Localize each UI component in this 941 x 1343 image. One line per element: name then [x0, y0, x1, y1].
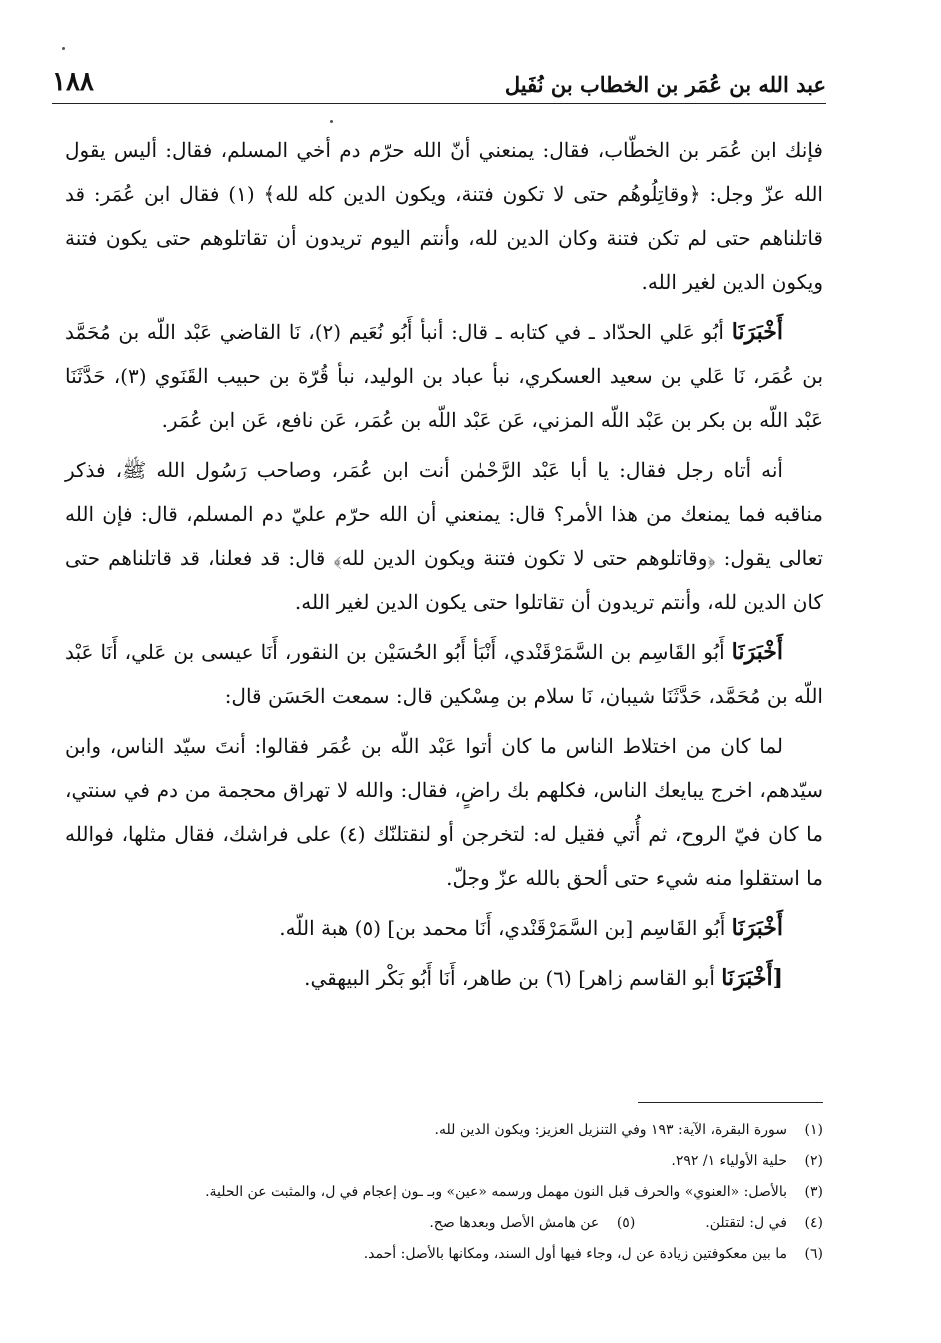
footnote: [705, 1208, 823, 1239]
paragraph-text: لما كان من اختلاط الناس ما كان أتوا عَبْد اللّه بن عُمَر فقالوا: أنتَ سيّد الناس، وابن سيّدهم، اخرج يبايعك الناس، فكلهم بك راضٍ، فقال: والله لا تهراق محجمة من دم في سنتي، ما كان فيّ الروح، ثم أُتي فقيل له: لتخرجن أو لنقتلنّك (٤) على فراشك، فقال مثلها، فوالله ما استقلوا منه شيء حتى ألحق بالله عزّ وجلّ.: [65, 734, 823, 890]
footnote-text: عن هامش الأصل وبعدها صح.: [429, 1215, 600, 1231]
footnote-text: بالأصل: «العنوي» والحرف قبل النون مهمل ورسمه «عين» وبـ ـون إعجام في ل، والمثبت عن الحلية.: [205, 1184, 787, 1200]
paragraph-text: أبو القاسم زاهر] (٦) بن طاهر، أَنَا أَبُو بَكْر البيهقي.: [304, 966, 722, 990]
footnote-text: سورة البقرة، الآية: ١٩٣ وفي التنزيل العزيز: ويكون الدين لله.: [434, 1122, 787, 1138]
paragraph: [65, 448, 823, 624]
paragraph-text: أنه أتاه رجل فقال: يا أبا عَبْد الرَّحْمٰن أنت ابن عُمَر، وصاحب رَسُول الله ﷺ، فذكر مناقبه فما يمنعك من هذا الأمر؟ قال: يمنعني أن الله حرّم عليّ دم المسلم، قال: فإن الله تعالى يقول: ﴿وقاتلوهم حتى لا تكون فتنة ويكون الدين لله﴾ قال: قد فعلنا، قد قاتلناهم حتى كان الدين لله، وأنتم تريدون أن تقاتلوا حتى يكون الدين لغير الله.: [65, 458, 823, 614]
scan-speck: [330, 120, 333, 123]
footnote-text: ما بين معكوفتين زيادة عن ل، وجاء فيها أول السند، ومكانها بالأصل: أحمد.: [363, 1246, 787, 1262]
footnote: [429, 1208, 635, 1239]
paragraph: [65, 128, 823, 304]
footnote-number: (٤): [804, 1215, 823, 1231]
main-text: [65, 128, 823, 1006]
paragraph: [65, 724, 823, 900]
paragraph: [65, 310, 823, 442]
footnotes: [60, 1102, 823, 1270]
footnote: [60, 1239, 823, 1270]
footnote-number: (١): [804, 1122, 823, 1138]
footnote-row: [60, 1208, 823, 1239]
paragraph: [65, 630, 823, 718]
isnad-lead: أَخْبَرَنَا: [731, 319, 784, 345]
footnote: [60, 1115, 823, 1146]
paragraph-text: أبُو عَلي الحدّاد ـ في كتابه ـ قال: أنبأ أَبُو نُعَيم (٢)، نَا القاضي عَبْد اللّه بن مُحَمَّد بن عُمَر، نَا عَلي بن سعيد العسكري، نبأ عباد بن الوليد، نبأ قُرّة بن حبيب القَنَوي (٣)، حَدَّثَنَا عَبْد اللّه بن بكر بن عَبْد اللّه المزني، عَن عَبْد اللّه بن عُمَر، عَن نافع، عَن ابن عُمَر.: [65, 320, 824, 432]
scan-speck: [62, 47, 65, 50]
footnote-text: حلية الأولياء ١/ ٢٩٢.: [671, 1153, 787, 1169]
footnote-number: (٢): [804, 1153, 823, 1169]
paragraph-text: أَبُو القَاسِم [بن السَّمَرْقَنْدي، أَنَا محمد بن] (٥) هبة اللّه.: [279, 916, 732, 940]
isnad-lead: أَخْبَرَنَا: [731, 639, 783, 665]
paragraph-text: فإنك ابن عُمَر بن الخطّاب، فقال: يمنعني أنّ الله حرّم دم أخي المسلم، فقال: أليس يقول الله عزّ وجل: ﴿وقاتِلُوهُم حتى لا تكون فتنة، ويكون الدين كله لله﴾ (١) فقال ابن عُمَر: قد قاتلناهم حتى لم تكن فتنة وكان الدين لله، وأنتم اليوم تريدون أن تقاتلوهم حتى يكون فتنة ويكون الدين لغير الله.: [65, 138, 823, 294]
footnote-divider: [638, 1102, 823, 1103]
running-title: عبد الله بن عُمَر بن الخطاب بن نُفَيل: [504, 72, 826, 97]
isnad-lead: أَخْبَرَنَا: [731, 915, 783, 941]
footnote-text: في ل: لتقتلن.: [705, 1215, 787, 1231]
footnote-number: (٦): [804, 1246, 823, 1262]
paragraph-text: أَبُو القَاسِم بن السَّمَرْقَنْدي، أَنْبَأ أَبُو الحُسَيْن بن النقور، أَنَا عيسى بن عَلي، أَنَا عَبْد اللّه بن مُحَمَّد، حَدَّثَنَا شيبان، نَا سلام بن مِسْكين قال: سمعت الحَسَن قال:: [65, 640, 823, 708]
footnote-number: (٥): [616, 1215, 636, 1231]
isnad-lead: [أَخْبَرَنَا: [721, 965, 783, 991]
footnote: [60, 1146, 823, 1177]
paragraph: [65, 956, 823, 1000]
footnote: [60, 1177, 823, 1208]
page-number: ١٨٨: [52, 67, 94, 97]
page-header: [52, 60, 826, 104]
paragraph: [65, 906, 823, 950]
footnote-number: (٣): [804, 1184, 823, 1200]
